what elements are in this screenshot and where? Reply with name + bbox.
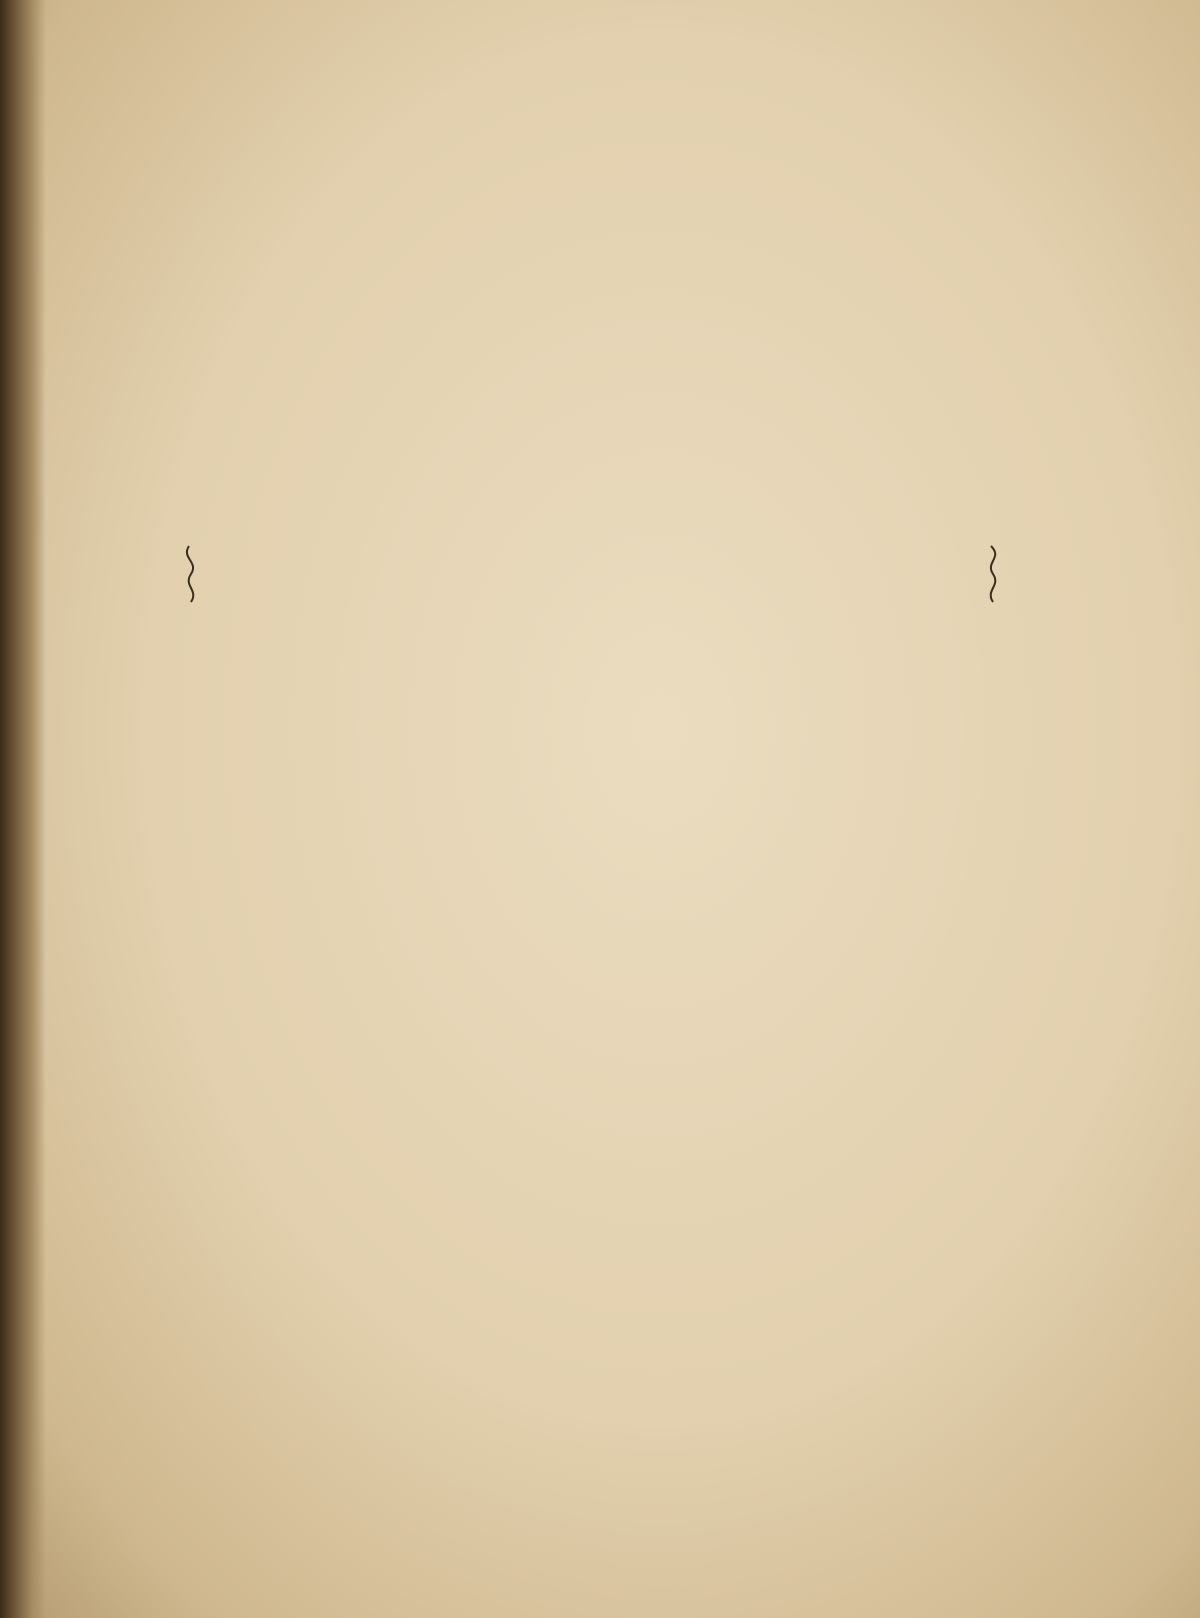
book-gutter-shadow [0,0,46,1618]
ornamental-divider [185,540,1000,608]
